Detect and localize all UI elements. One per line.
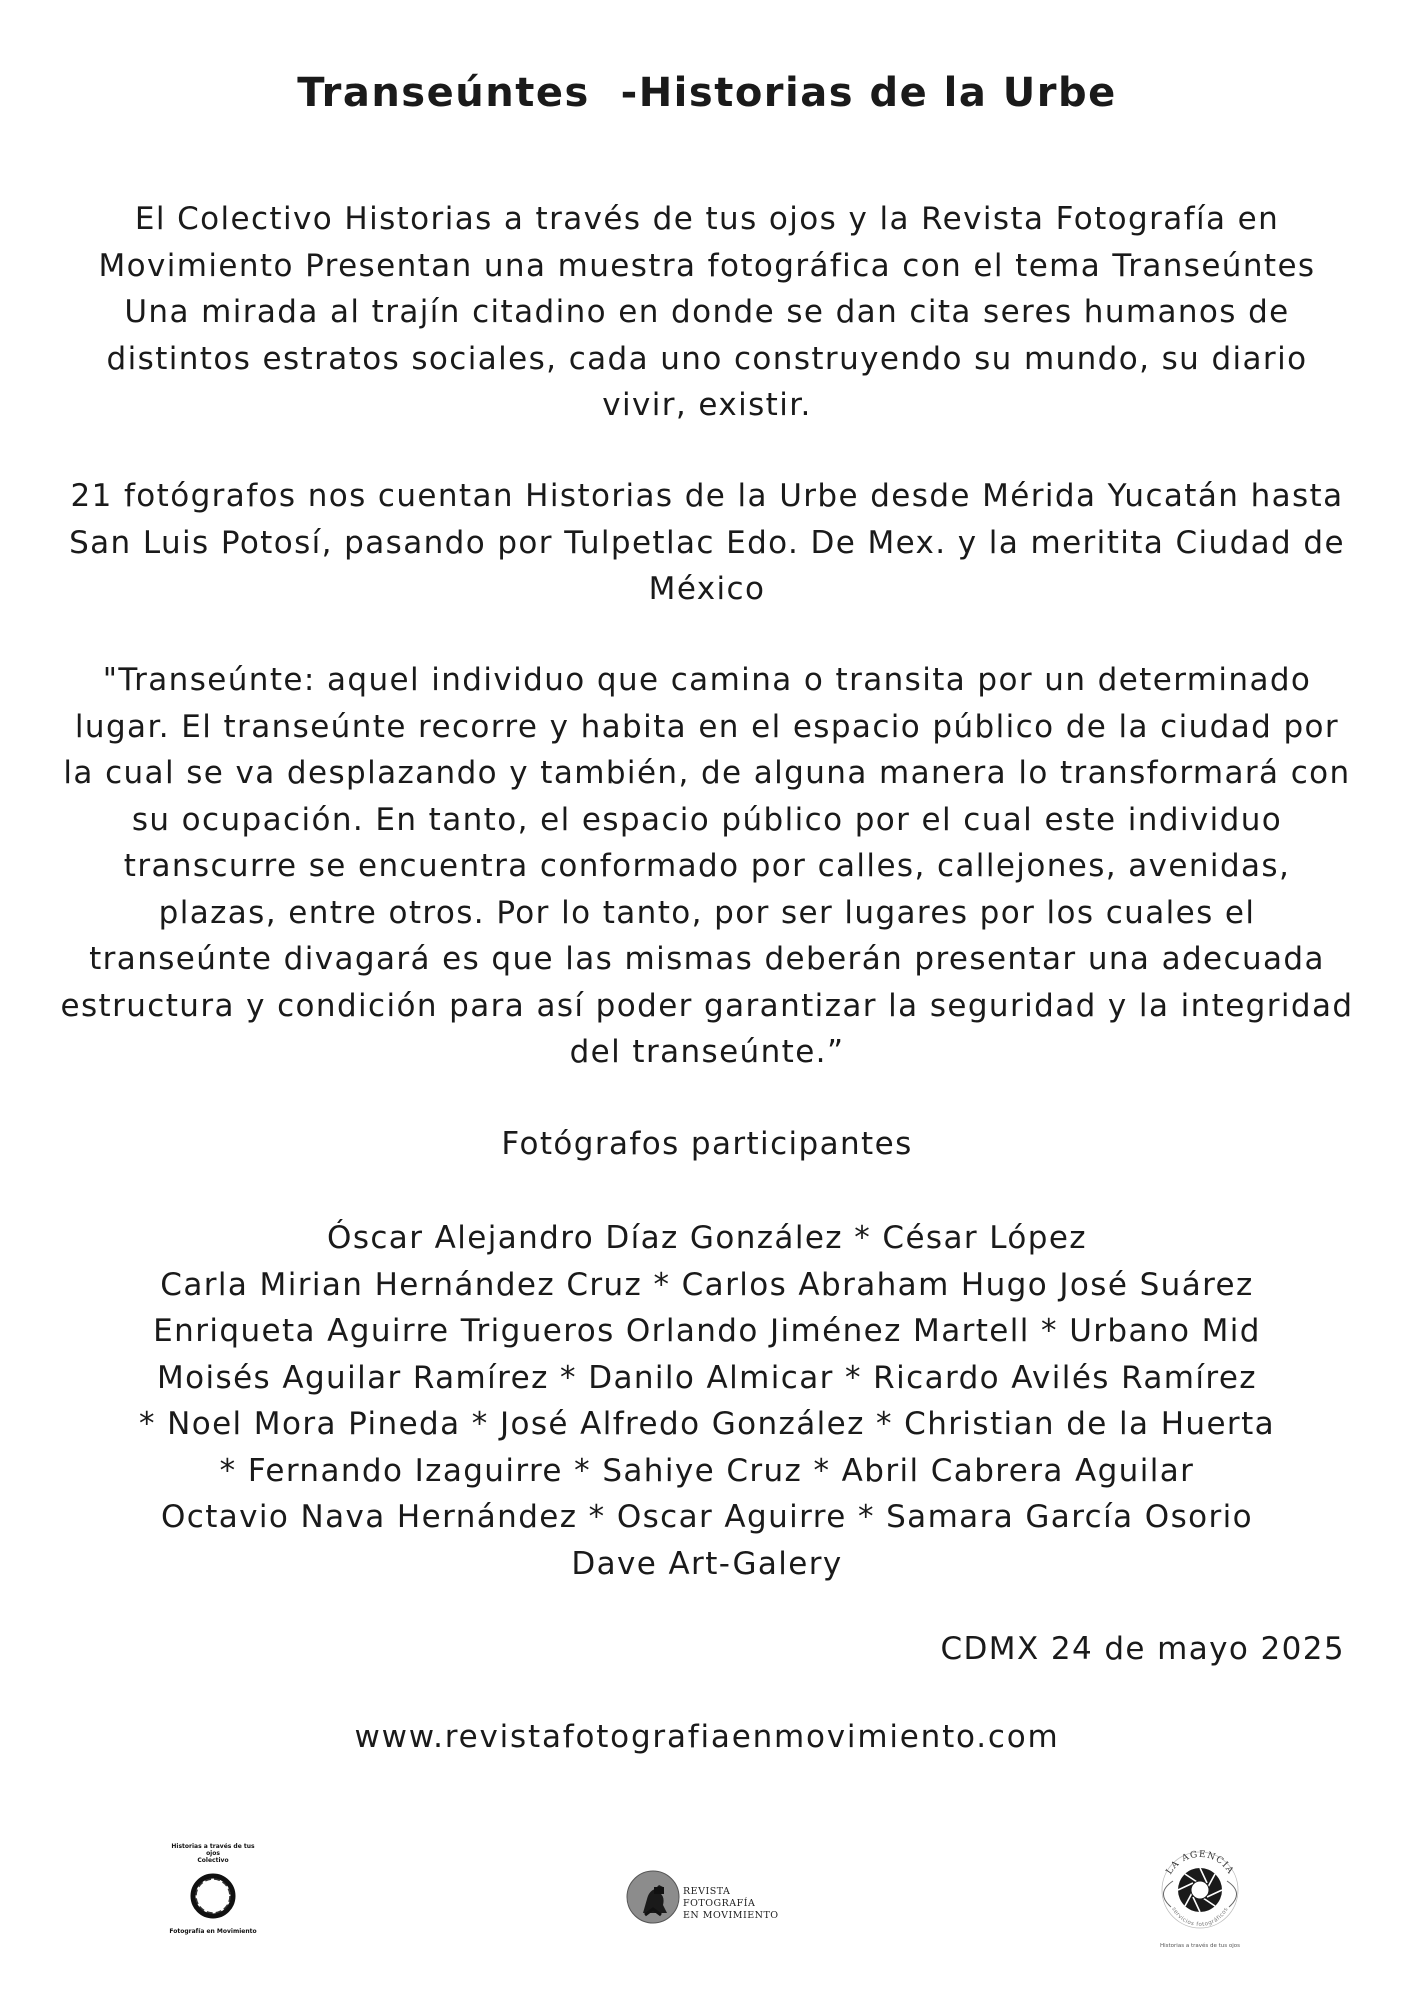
logos-row — [0, 1835, 1414, 1975]
quote-line: lugar. El transeúnte recorre y habita en el espacio público de la ciudad por — [74, 708, 1340, 745]
participant-line: Óscar Alejandro Díaz González * César López — [327, 1220, 1087, 1256]
quote-line: "Transeúnte: aquel individuo que camina o transita por un determinado — [102, 662, 1312, 698]
paragraph-line: México — [648, 571, 766, 607]
intro-line: Movimiento Presentan una muestra fotográfica con el tema Transeúntes — [98, 247, 1316, 284]
paragraph-line: San Luis Potosí, pasando por Tulpetlac Edo. De Mex. y la meritita Ciudad de — [69, 524, 1345, 561]
participant-line: * Fernando Izaguirre * Sahiye Cruz * Abril Cabrera Aguilar — [219, 1452, 1195, 1489]
page-title: Transeúntes -Historias de la Urbe — [297, 70, 1117, 116]
quote-line: del transeúnte.” — [569, 1034, 845, 1070]
quote-line: plazas, entre otros. Por lo tanto, por ser lugares por los cuales el — [158, 894, 1256, 931]
date-place: CDMX 24 de mayo 2025 — [940, 1631, 1345, 1667]
intro-line: distintos estratos sociales, cada uno construyendo su mundo, su diario — [106, 340, 1308, 377]
quote-line: transeúnte divagará es que las mismas deberán presentar una adecuada — [89, 941, 1325, 977]
photographers-origin-paragraph — [60, 473, 1354, 613]
revista-logo-line: EN MOVIMIENTO — [683, 1910, 779, 1921]
participant-line: Octavio Nava Hernández * Oscar Aguirre * Samara García Osorio — [160, 1499, 1254, 1535]
participant-line: * Noel Mora Pineda * José Alfredo González * Christian de la Huerta — [138, 1406, 1276, 1442]
website-url: www.revistafotografiaenmovimiento.com — [354, 1719, 1060, 1755]
definition-quote — [60, 657, 1354, 1076]
participant-line: Moisés Aguilar Ramírez * Danilo Almicar * Ricardo Avilés Ramírez — [157, 1359, 1257, 1396]
revista-logo-line: REVISTA FOTOGRAFÍA — [683, 1886, 756, 1909]
ink-circle-icon — [168, 1864, 258, 1924]
agencia-logo-top-text: LA AGENCIA — [1164, 1849, 1236, 1877]
photographer-circle-icon — [625, 1869, 681, 1925]
paragraph-line: 21 fotógrafos nos cuentan Historias de la Urbe desde Mérida Yucatán hasta — [70, 478, 1344, 514]
participant-line: Dave Art-Galery — [571, 1545, 843, 1582]
intro-line: Una mirada al trajín citadino en donde se dan cita seres humanos de — [124, 294, 1290, 330]
colectivo-logo — [168, 1843, 258, 1948]
camera-aperture-icon — [1145, 1835, 1255, 1945]
colectivo-logo-bottom-line: Fotografía en Movimiento — [169, 1928, 257, 1935]
participant-line: Carla Mirian Hernández Cruz * Carlos Abraham Hugo José Suárez — [160, 1266, 1254, 1303]
agencia-logo-bottom-text: Historias a través de tus ojos — [1160, 1943, 1240, 1949]
intro-line: El Colectivo Historias a través de tus ojos y la Revista Fotografía en — [134, 201, 1280, 237]
intro-paragraph — [60, 196, 1354, 429]
quote-line: su ocupación. En tanto, el espacio público por el cual este individuo — [131, 801, 1283, 838]
colectivo-logo-top-line: Historias a través de tus ojos — [171, 1843, 255, 1857]
participants-list — [60, 1215, 1354, 1587]
quote-line: estructura y condición para así poder garantizar la seguridad y la integridad — [60, 987, 1354, 1024]
colectivo-logo-top-line: Colectivo — [197, 1857, 229, 1864]
agencia-logo — [1145, 1835, 1255, 1960]
quote-line: la cual se va desplazando y también, de alguna manera lo transformará con — [63, 755, 1351, 791]
quote-line: transcurre se encuentra conformado por calles, callejones, avenidas, — [123, 848, 1291, 884]
participants-heading: Fotógrafos participantes — [501, 1126, 913, 1162]
agencia-logo-ring-text: servicios fotográficos — [1170, 1906, 1230, 1929]
participant-line: Enriqueta Aguirre Trigueros Orlando Jiménez Martell * Urbano Mid — [153, 1313, 1261, 1349]
revista-logo — [625, 1869, 805, 1929]
intro-line: vivir, existir. — [602, 387, 812, 423]
